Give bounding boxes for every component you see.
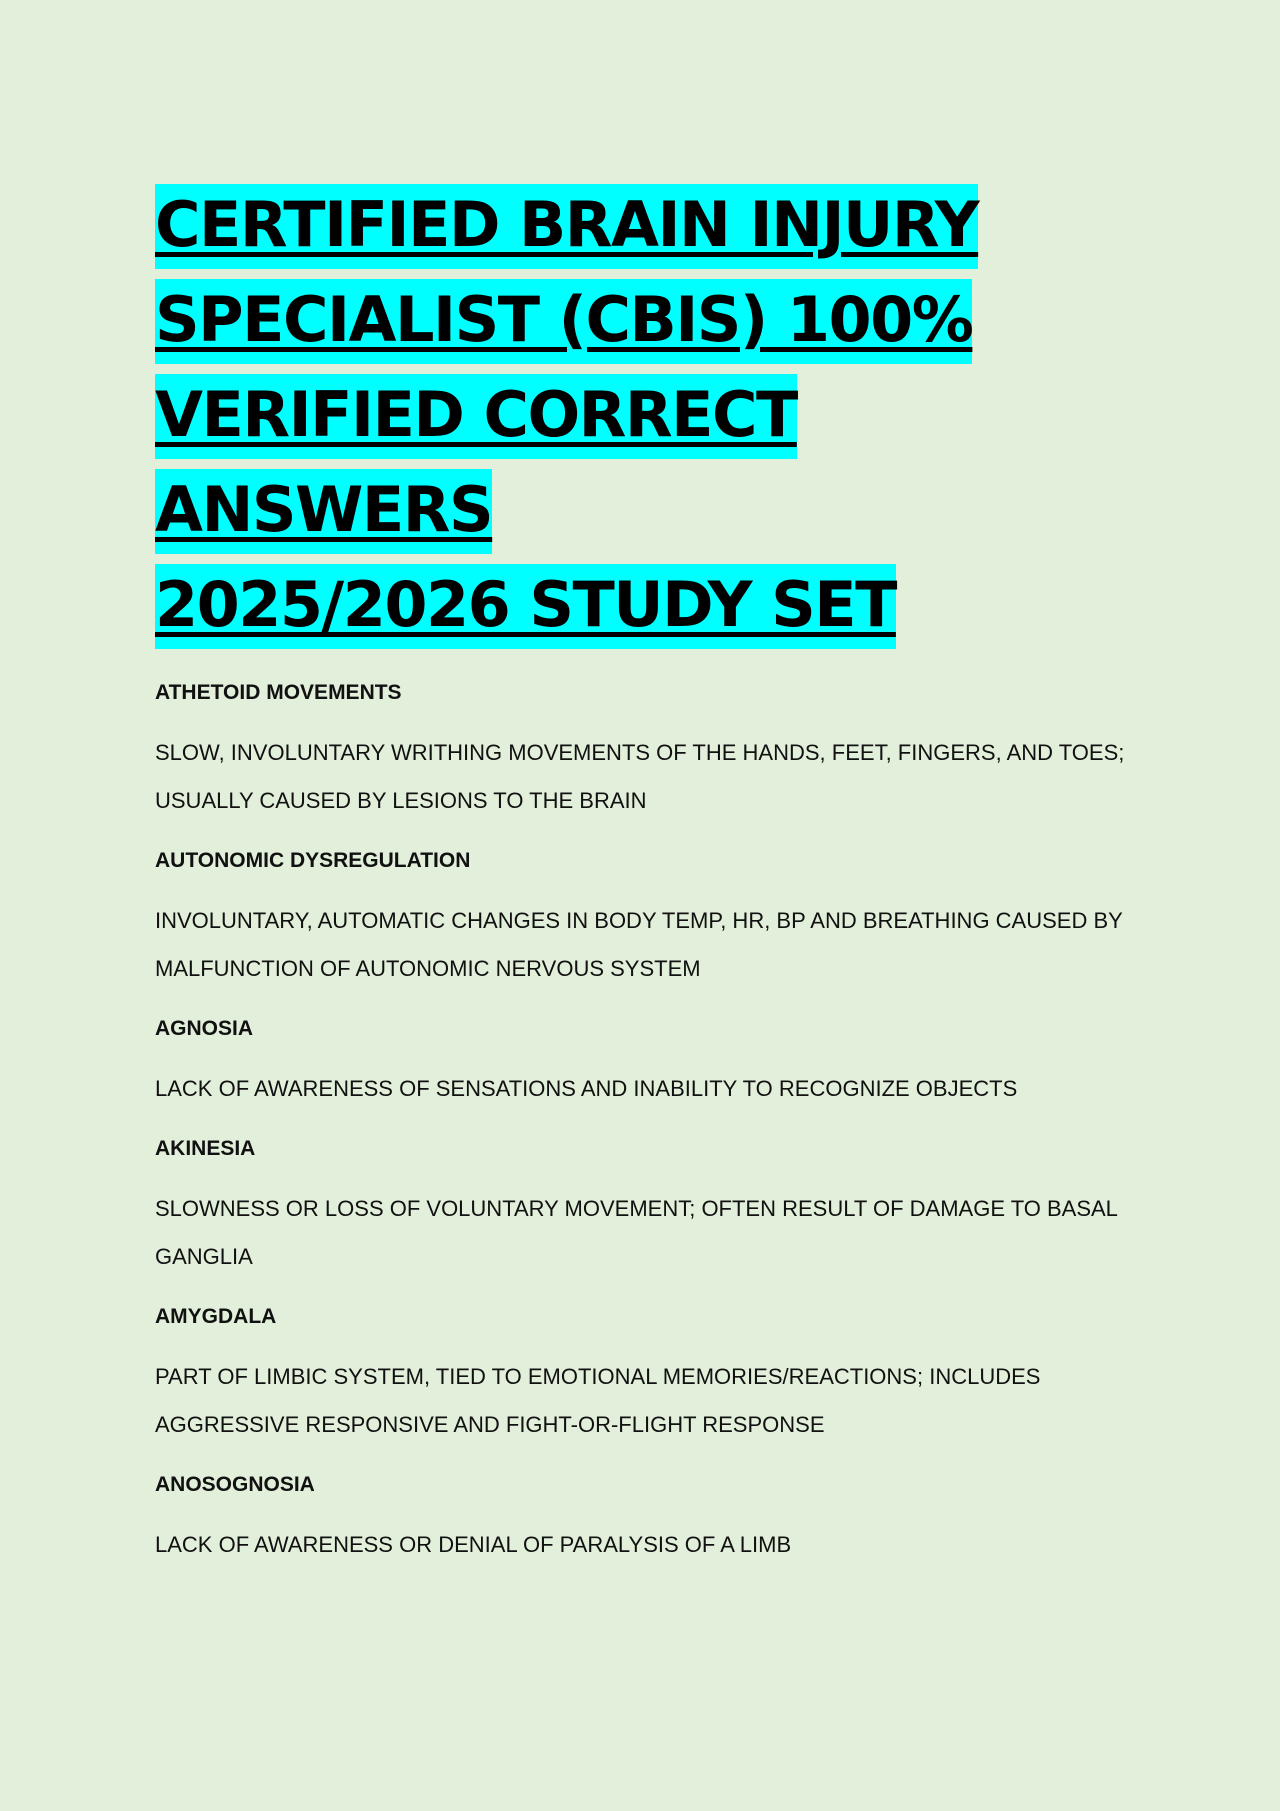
title-line: SPECIALIST (CBIS) 100%: [155, 279, 972, 364]
term-list: [155, 681, 1150, 1569]
term-heading: AKINESIA: [155, 1137, 256, 1160]
term-heading: AMYGDALA: [155, 1305, 277, 1328]
term-definition: SLOWNESS OR LOSS OF VOLUNTARY MOVEMENT; OFTEN RESULT OF DAMAGE TO BASAL GANGLIA: [155, 1196, 1118, 1269]
term-heading: ANOSOGNOSIA: [155, 1473, 315, 1496]
term-entry: [155, 1473, 1150, 1569]
title-line: CERTIFIED BRAIN INJURY: [155, 184, 978, 269]
term-entry: [155, 1137, 1150, 1281]
term-definition: LACK OF AWARENESS OF SENSATIONS AND INABILITY TO RECOGNIZE OBJECTS: [155, 1076, 1018, 1101]
title-line: VERIFIED CORRECT ANSWERS: [155, 374, 797, 554]
term-definition: SLOW, INVOLUNTARY WRITHING MOVEMENTS OF THE HANDS, FEET, FINGERS, AND TOES; USUALLY CAUSED BY LESIONS TO THE BRAIN: [155, 740, 1125, 813]
term-entry: [155, 1017, 1150, 1113]
term-entry: [155, 1305, 1150, 1449]
term-entry: [155, 849, 1150, 993]
title-line: 2025/2026 STUDY SET: [155, 564, 896, 649]
term-heading: AUTONOMIC DYSREGULATION: [155, 849, 471, 872]
document-title: [155, 177, 1150, 652]
term-definition: LACK OF AWARENESS OR DENIAL OF PARALYSIS OF A LIMB: [155, 1532, 792, 1557]
term-heading: AGNOSIA: [155, 1017, 254, 1040]
term-definition: INVOLUNTARY, AUTOMATIC CHANGES IN BODY TEMP, HR, BP AND BREATHING CAUSED BY MALFUNCTION OF AUTONOMIC NERVOUS SYSTEM: [155, 908, 1123, 981]
term-definition: PART OF LIMBIC SYSTEM, TIED TO EMOTIONAL MEMORIES/REACTIONS; INCLUDES AGGRESSIVE RESPONSIVE AND FIGHT-OR-FLIGHT RESPONSE: [155, 1364, 1041, 1437]
term-heading: ATHETOID MOVEMENTS: [155, 681, 402, 704]
term-entry: [155, 681, 1150, 825]
